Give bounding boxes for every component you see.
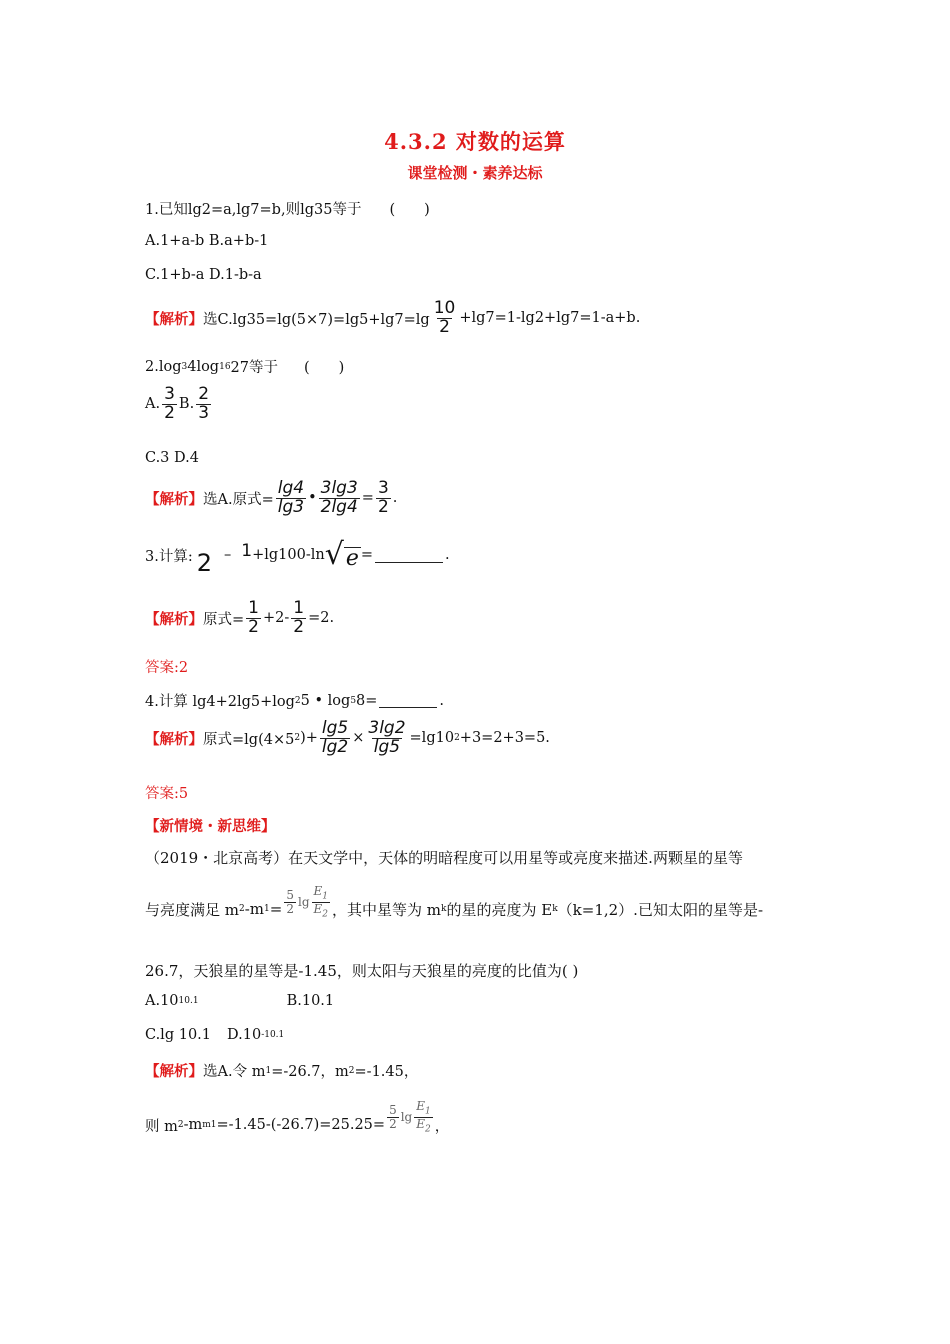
q5-solution-1: 【解析】 选A.令 m 1 =-26.7，m 2 =-1.45， <box>145 1060 418 1081</box>
page-title: 4.3.2 对数的运算 <box>384 129 566 154</box>
q5-jiexi-label: 【解析】 <box>145 1063 203 1080</box>
q1-options-cd: C.1+b-a D.1-b-a <box>145 267 262 283</box>
q4-fraction-2: $\frac{3\lg 2}{\lg 5}$ <box>368 718 406 757</box>
q2-options-cd: C.3 D.4 <box>145 450 199 466</box>
q2-fraction-2: $\frac{3\lg 3}{2\lg 4}$ <box>320 478 358 517</box>
q3-fraction-1: $\frac{1}{2}$ <box>248 598 259 637</box>
q1-stem: 1.已知lg2=a,lg7=b,则lg35等于 ( ) <box>145 202 430 218</box>
q3-answer: 答案:2 <box>145 660 189 676</box>
q2-option-b-fraction: $\frac{2}{3}$ <box>198 384 210 423</box>
q5-sol-e-fraction: $\frac{E_1}{E_2}$ <box>416 1099 431 1135</box>
q2-stem: 2.log 3 4log 16 27等于 ( ) <box>145 358 345 376</box>
q3-fraction-2: $\frac{1}{2}$ <box>293 598 305 637</box>
q5-heading: 【新情境・新思维】 <box>145 818 276 835</box>
q1-options-ab: A.1+a-b B.a+b-1 <box>145 233 269 249</box>
q4-answer-blank <box>379 693 437 708</box>
q3-stem: 3.计算: 2 – 1 +lg100-ln √ e = . <box>145 537 450 577</box>
q4-jiexi-label: 【解析】 <box>145 730 203 748</box>
q5-line-3: 26.7，天狼星的星等是-1.45，则太阳与天狼星的亮度的比值为( ) <box>145 962 579 980</box>
q5-coef-fraction: $\frac{5}{2}$ <box>286 888 294 916</box>
q5-sol-coef-fraction: $\frac{5}{2}$ <box>389 1103 397 1131</box>
q2-jiexi-label: 【解析】 <box>145 490 203 508</box>
q1-fraction: $\frac{10}{2}$ <box>433 298 456 337</box>
q2-fraction-1: $\frac{\lg 4}{\lg 3}$ <box>277 478 305 517</box>
q2-fraction-3: $\frac{3}{2}$ <box>377 478 389 517</box>
q1-jiexi-label: 【解析】 <box>145 310 203 328</box>
q3-jiexi-label: 【解析】 <box>145 610 203 628</box>
q4-solution: 【解析】 原式=lg(4×5 2 )+ $\frac{\lg 5}{\lg 2}$ × $\frac{3\lg 2}{\lg 5}$ =lg10 2 +3=2+3=5. <box>145 718 550 757</box>
q3-sqrt: √ e <box>324 537 359 572</box>
q4-stem: 4.计算 lg4+2lg5+log 2 5 • log 5 8= . <box>145 692 445 710</box>
q5-options-ab: A.10 10.1 B.10.1 <box>145 993 335 1009</box>
q4-fraction-1: $\frac{\lg 5}{\lg 2}$ <box>321 718 349 757</box>
q2-solution: 【解析】 选A.原式= $\frac{\lg 4}{\lg 3}$ • $\frac{3\lg 3}{2\lg 4}$ = $\frac{3}{2}$ . <box>145 478 398 517</box>
q3-answer-blank <box>375 548 443 563</box>
q1-solution: 【解析】 选C.lg35=lg(5×7)=lg5+lg7=lg $\frac{10}{2}$ +lg7=1-lg2+lg7=1-a+b. <box>145 298 641 337</box>
q5-solution-2: 则 m 2 -m m1 =-1.45-(-26.7)=25.25= $\frac{5}{2}$ lg $\frac{E_1}{E_2}$ ， <box>145 1099 450 1135</box>
q5-line-1: （2019・北京高考）在天文学中，天体的明暗程度可以用星等或亮度来描述.两颗星的星等 <box>145 849 743 867</box>
q3-solution: 【解析】 原式= $\frac{1}{2}$ +2- $\frac{1}{2}$ =2. <box>145 598 335 637</box>
q2-option-a-fraction: $\frac{3}{2}$ <box>164 384 175 423</box>
q5-options-cd: C.lg 10.1 D.10 -10.1 <box>145 1027 285 1043</box>
q5-line-2: 与亮度满足 m 2 -m 1 = $\frac{5}{2}$ lg $\frac{E_1}{E_2}$ ，其中星等为 m k 的星的亮度为 E k （k=1,2）.已知太阳的星等是- <box>145 884 764 920</box>
q5-e-fraction: $\frac{E_1}{E_2}$ <box>313 884 329 920</box>
page-subtitle: 课堂检测・素养达标 <box>407 164 543 182</box>
q2-options-ab: A. $\frac{3}{2}$ B. $\frac{2}{3}$ <box>145 384 210 423</box>
q4-answer: 答案:5 <box>145 786 189 802</box>
